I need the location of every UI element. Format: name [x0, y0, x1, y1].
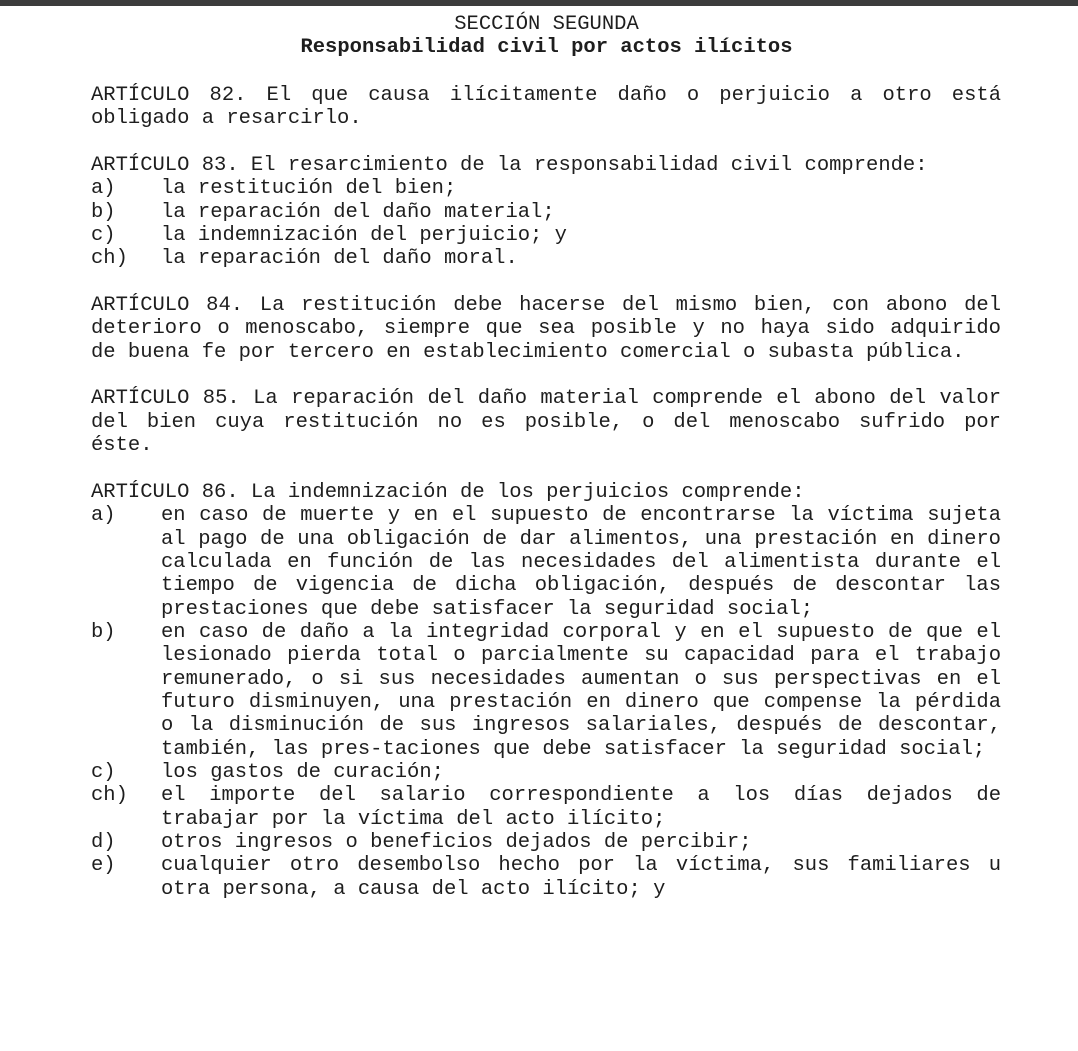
article-86-item-a: [91, 504, 1001, 621]
article-86-item-c: [91, 761, 1001, 784]
item-label: ch): [91, 784, 128, 808]
item-label: c): [91, 224, 116, 248]
article-82: [91, 84, 1001, 131]
article-86-item-ch: [91, 784, 1001, 831]
item-label: c): [91, 760, 116, 784]
item-text: la indemnización del perjuicio; y: [161, 224, 567, 248]
article-83-item-a: [91, 177, 1001, 200]
article-86-item-b: [91, 621, 1001, 761]
article-83-item-b: [91, 201, 1001, 224]
item-label: e): [91, 854, 116, 878]
section-subtitle: Responsabilidad civil por actos ilícitos: [300, 36, 793, 59]
item-text: en caso de muerte y en el supuesto de encontrarse la víctima sujeta al pago de una obligación de dar alimentos, una prestación en dinero calculada en función de las necesidades del alimentista durante el tiempo de vigencia de dicha obligación, después de descontar las prestaciones que debe satisfacer la seguridad social;: [161, 504, 1001, 621]
item-text: otros ingresos o beneficios dejados de percibir;: [161, 831, 752, 854]
article-83-intro: ARTÍCULO 83. El resarcimiento de la responsabilidad civil comprende:: [91, 154, 928, 178]
article-84: [91, 294, 1001, 364]
item-text: la reparación del daño material;: [161, 200, 555, 224]
article-82-text: ARTÍCULO 82. El que causa ilícitamente daño o perjuicio a otro está obligado a resarcirlo.: [91, 84, 1001, 131]
item-text: el importe del salario correspondiente a los días dejados de trabajar por la víctima del acto ilícito;: [161, 784, 1001, 831]
item-label: a): [91, 177, 116, 201]
item-text: cualquier otro desembolso hecho por la víctima, sus familiares u otra persona, a causa del acto ilícito; y: [161, 854, 1001, 901]
article-85: [91, 387, 1001, 457]
article-86-item-d: [91, 831, 1001, 854]
item-text: la reparación del daño moral.: [161, 247, 518, 271]
article-84-text: ARTÍCULO 84. La restitución debe hacerse del mismo bien, con abono del deterioro o menoscabo, siempre que sea posible y no haya sido adquirido de buena fe por tercero en establecimiento comercial o subasta pública.: [91, 294, 1001, 364]
article-86-intro: ARTÍCULO 86. La indemnización de los perjuicios comprende:: [91, 480, 805, 504]
document-body: [91, 84, 1001, 901]
item-text: en caso de daño a la integridad corporal y en el supuesto de que el lesionado pierda total o parcialmente su capacidad para el trabajo remunerado, o si sus necesidades aumentan o sus perspectivas en el futuro disminuyen, una prestación en dinero que compense la pérdida o la disminución de sus ingresos salariales, después de descontar, también, las pres-taciones que debe satisfacer la seguridad social;: [161, 620, 1001, 761]
article-83: [91, 154, 1001, 271]
item-label: d): [91, 831, 116, 854]
article-83-item-c: [91, 224, 1001, 247]
article-86: [91, 481, 1001, 901]
item-label: b): [91, 620, 116, 644]
item-label: b): [91, 200, 116, 224]
item-text: la restitución del bien;: [161, 177, 457, 201]
item-text: los gastos de curación;: [161, 760, 444, 784]
article-83-item-ch: [91, 247, 1001, 270]
article-86-item-e: [91, 854, 1001, 901]
item-label: a): [91, 504, 116, 528]
section-title: SECCIÓN SEGUNDA: [454, 13, 639, 36]
article-85-text: ARTÍCULO 85. La reparación del daño material comprende el abono del valor del bien cuya restitución no es posible, o del menoscabo sufrido por éste.: [91, 387, 1001, 458]
item-label: ch): [91, 247, 128, 271]
